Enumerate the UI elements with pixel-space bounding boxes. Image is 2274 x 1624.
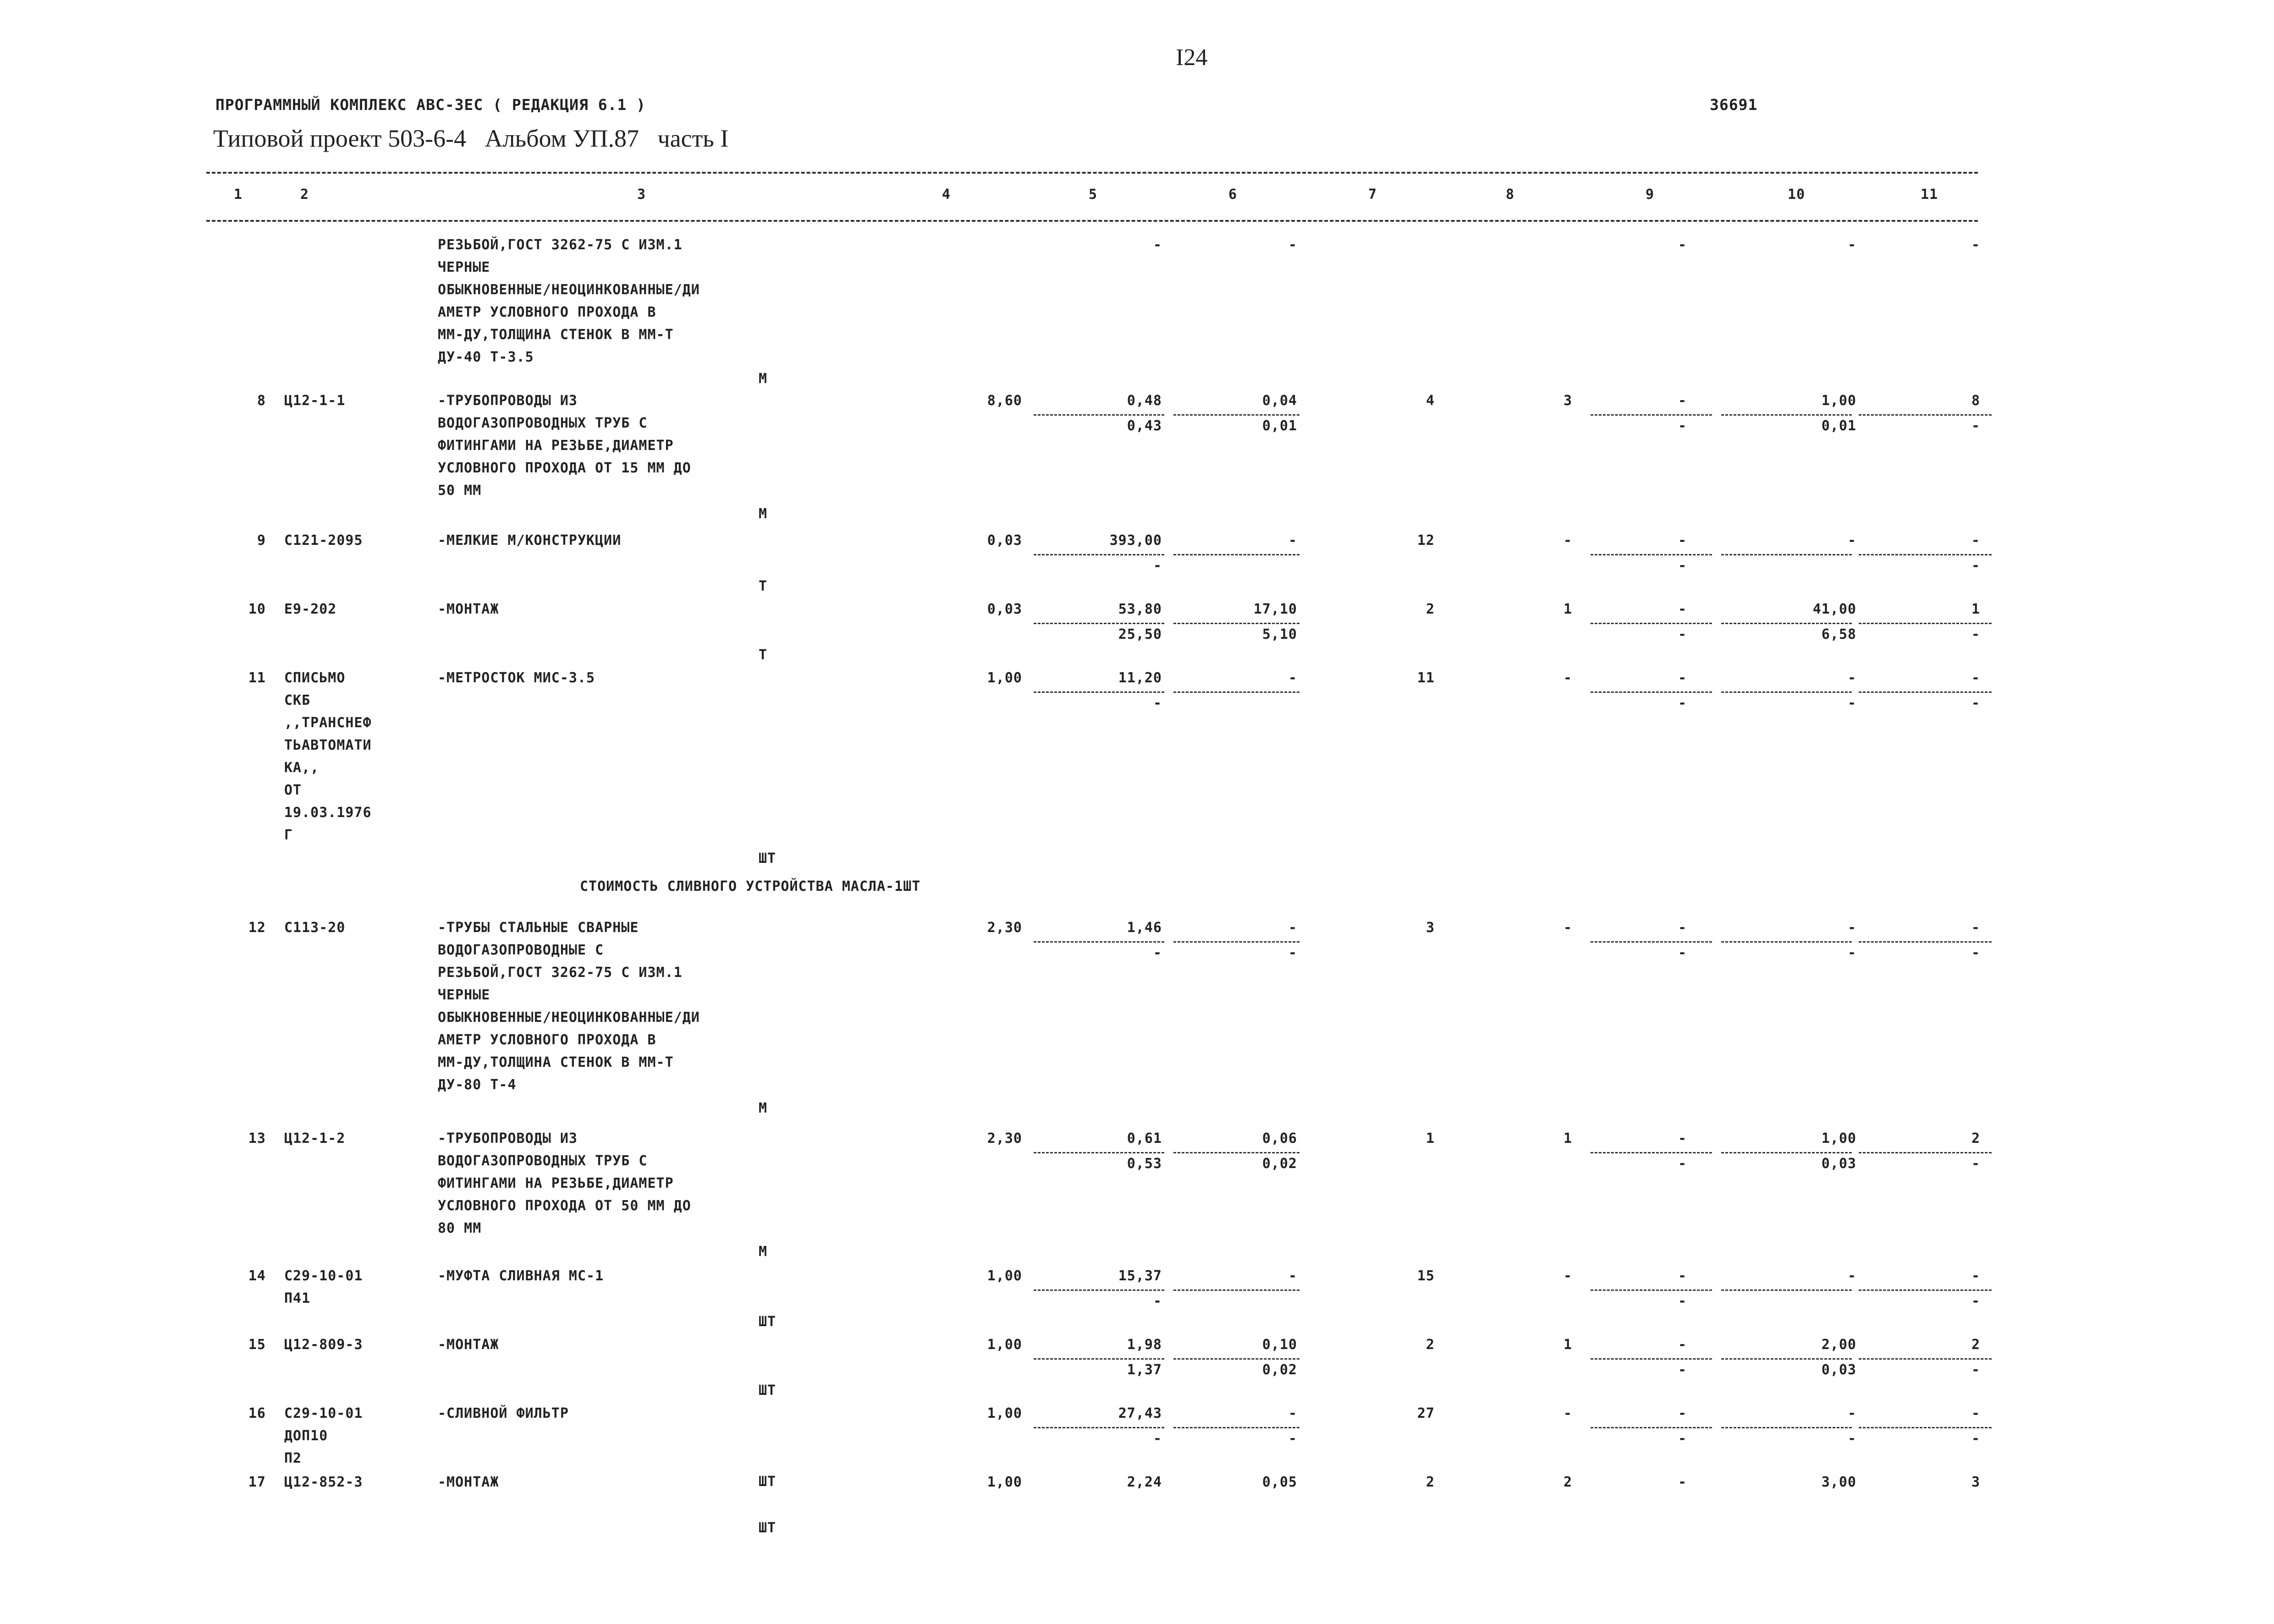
cell-underline bbox=[1173, 691, 1299, 693]
cell-labor-wages: - bbox=[1847, 945, 1856, 961]
cell-col-9-wages: - bbox=[1678, 945, 1687, 961]
cell-col-6-wages: 0,02 bbox=[1262, 1362, 1297, 1378]
cell-labor-unit: - bbox=[1847, 670, 1856, 686]
norm-code: КА,, bbox=[284, 760, 319, 776]
cell-underline bbox=[1034, 941, 1164, 943]
cell-underline bbox=[1721, 941, 1852, 943]
cell-labor-total-wages: - bbox=[1971, 418, 1980, 434]
work-description: УСЛОВНОГО ПРОХОДА ОТ 15 ММ ДО bbox=[438, 460, 691, 476]
cell-quantity: 1,00 bbox=[987, 1337, 1022, 1353]
cell-col-6: - bbox=[1288, 1268, 1297, 1284]
cell-labor-unit: 3,00 bbox=[1821, 1474, 1856, 1490]
cell-labor-unit: - bbox=[1847, 920, 1856, 936]
norm-code: СКБ bbox=[284, 692, 311, 708]
work-description: -МОНТАЖ bbox=[438, 1474, 499, 1490]
cell-col-9: - bbox=[1678, 670, 1687, 686]
row-number: 15 bbox=[248, 1337, 266, 1353]
cell-quantity: 1,00 bbox=[987, 1268, 1022, 1284]
cell-labor-total: 2 bbox=[1971, 1130, 1980, 1147]
cell-labor-unit: - bbox=[1847, 237, 1856, 253]
work-description: ВОДОГАЗОПРОВОДНЫЕ С bbox=[438, 942, 604, 958]
cell-labor-total: - bbox=[1971, 920, 1980, 936]
cell-underline bbox=[1173, 1358, 1299, 1360]
norm-code: 19.03.1976 bbox=[284, 805, 372, 821]
cell-quantity: 0,03 bbox=[987, 601, 1022, 617]
cell-labor-wages: 0,01 bbox=[1821, 418, 1856, 434]
cell-unit-cost-wages: 1,37 bbox=[1127, 1362, 1162, 1378]
cell-col-6: - bbox=[1288, 1405, 1297, 1421]
col-header-3: 3 bbox=[637, 187, 646, 203]
cell-underline bbox=[1173, 1427, 1299, 1428]
norm-code: С29-10-01 bbox=[284, 1405, 363, 1421]
cell-underline bbox=[1591, 941, 1712, 943]
cell-total-cost: 1 bbox=[1426, 1130, 1435, 1147]
cell-col-6: 0,06 bbox=[1262, 1130, 1297, 1147]
cell-col-8: - bbox=[1563, 1405, 1572, 1421]
work-description: ЧЕРНЫЕ bbox=[438, 259, 490, 275]
work-description: ОБЫКНОВЕННЫЕ/НЕОЦИНКОВАННЫЕ/ДИ bbox=[438, 282, 700, 298]
row-number: 8 bbox=[257, 393, 266, 409]
project-line: Типовой проект 503-6-4 Альбом УП.87 часть I bbox=[213, 125, 729, 152]
norm-code: СПИСЬМО bbox=[284, 670, 346, 686]
cell-unit-cost: 11,20 bbox=[1118, 670, 1162, 686]
work-description: АМЕТР УСЛОВНОГО ПРОХОДА В bbox=[438, 304, 656, 320]
cell-col-8: 3 bbox=[1563, 393, 1572, 409]
work-description: 80 ММ bbox=[438, 1220, 482, 1236]
cell-labor-total-wages: - bbox=[1971, 1293, 1980, 1309]
cell-col-6: 17,10 bbox=[1253, 601, 1297, 617]
col-header-2: 2 bbox=[300, 187, 309, 203]
work-description: ДУ-80 Т-4 bbox=[438, 1077, 517, 1093]
cell-labor-total: - bbox=[1971, 532, 1980, 549]
cell-col-9-wages: - bbox=[1678, 1156, 1687, 1172]
cell-total-cost: 4 bbox=[1426, 393, 1435, 409]
cell-quantity: 8,60 bbox=[987, 393, 1022, 409]
norm-code: Е9-202 bbox=[284, 601, 337, 617]
cell-underline bbox=[1859, 414, 1992, 416]
cell-underline bbox=[1034, 554, 1164, 555]
cell-labor-unit: 1,00 bbox=[1821, 1130, 1856, 1147]
work-description: ФИТИНГАМИ НА РЕЗЬБЕ,ДИАМЕТР bbox=[438, 438, 674, 454]
cell-underline bbox=[1034, 691, 1164, 693]
norm-code: Ц12-809-3 bbox=[284, 1337, 363, 1353]
cell-col-9: - bbox=[1678, 393, 1687, 409]
cell-col-8: - bbox=[1563, 670, 1572, 686]
cell-labor-unit: - bbox=[1847, 1405, 1856, 1421]
norm-code: Ц12-1-1 bbox=[284, 393, 346, 409]
cell-total-cost: 12 bbox=[1417, 532, 1435, 549]
cell-col-6-wages: - bbox=[1288, 945, 1297, 961]
work-description: -ТРУБОПРОВОДЫ ИЗ bbox=[438, 1130, 578, 1147]
cell-underline bbox=[1034, 1427, 1164, 1428]
cell-underline bbox=[1591, 1152, 1712, 1153]
col-header-11: 11 bbox=[1921, 187, 1938, 203]
work-description: РЕЗЬБОЙ,ГОСТ 3262-75 С ИЗМ.1 bbox=[438, 965, 683, 981]
cell-underline bbox=[1173, 554, 1299, 555]
cell-underline bbox=[1721, 1358, 1852, 1360]
norm-code: С121-2095 bbox=[284, 532, 363, 549]
cell-underline bbox=[1591, 1289, 1712, 1291]
col-header-1: 1 bbox=[234, 187, 243, 203]
cell-col-9: - bbox=[1678, 920, 1687, 936]
cell-unit-cost: 0,61 bbox=[1127, 1130, 1162, 1147]
cell-unit-cost: 53,80 bbox=[1118, 601, 1162, 617]
cell-labor-total-wages: - bbox=[1971, 626, 1980, 642]
unit-of-measure: М bbox=[759, 506, 768, 522]
cell-underline bbox=[1859, 554, 1992, 555]
cell-total-cost: 3 bbox=[1426, 920, 1435, 936]
cell-underline bbox=[1591, 414, 1712, 416]
unit-of-measure: М bbox=[759, 371, 768, 387]
work-description: -МОНТАЖ bbox=[438, 601, 499, 617]
cell-underline bbox=[1591, 691, 1712, 693]
cell-col-9: - bbox=[1678, 1405, 1687, 1421]
cell-labor-unit: - bbox=[1847, 1268, 1856, 1284]
cell-labor-unit: 1,00 bbox=[1821, 393, 1856, 409]
cell-underline bbox=[1591, 1427, 1712, 1428]
cell-labor-total: 1 bbox=[1971, 601, 1980, 617]
cell-labor-wages: - bbox=[1847, 695, 1856, 711]
col-header-7: 7 bbox=[1368, 187, 1377, 203]
cell-labor-wages: 0,03 bbox=[1821, 1156, 1856, 1172]
cell-underline bbox=[1034, 1289, 1164, 1291]
cell-underline bbox=[1859, 1427, 1992, 1428]
work-description: АМЕТР УСЛОВНОГО ПРОХОДА В bbox=[438, 1032, 656, 1048]
work-description: ММ-ДУ,ТОЛЩИНА СТЕНОК В ММ-Т bbox=[438, 327, 674, 343]
cell-quantity: 0,03 bbox=[987, 532, 1022, 549]
cell-underline bbox=[1859, 1152, 1992, 1153]
cell-unit-cost-wages: - bbox=[1153, 1293, 1162, 1309]
cell-unit-cost: 1,98 bbox=[1127, 1337, 1162, 1353]
cell-labor-total: 2 bbox=[1971, 1337, 1980, 1353]
row-number: 13 bbox=[248, 1130, 266, 1147]
cell-col-9: - bbox=[1678, 601, 1687, 617]
row-number: 17 bbox=[248, 1474, 266, 1490]
cell-quantity: 1,00 bbox=[987, 1474, 1022, 1490]
cell-labor-total: - bbox=[1971, 670, 1980, 686]
cell-col-9: - bbox=[1678, 1130, 1687, 1147]
program-line: ПРОГРАММНЫЙ КОМПЛЕКС АВС-3ЕС ( РЕДАКЦИЯ 6.1 ) bbox=[215, 96, 646, 114]
cell-col-6: - bbox=[1288, 237, 1297, 253]
cell-underline bbox=[1173, 941, 1299, 943]
cell-total-cost: 2 bbox=[1426, 601, 1435, 617]
unit-of-measure: ШТ bbox=[759, 1474, 776, 1490]
cell-quantity: 2,30 bbox=[987, 920, 1022, 936]
col-header-5: 5 bbox=[1089, 187, 1098, 203]
cell-labor-total-wages: - bbox=[1971, 1431, 1980, 1447]
cell-col-6-wages: 0,02 bbox=[1262, 1156, 1297, 1172]
work-description: ВОДОГАЗОПРОВОДНЫХ ТРУБ С bbox=[438, 415, 648, 431]
row-number: 16 bbox=[248, 1405, 266, 1421]
cell-col-9-wages: - bbox=[1678, 626, 1687, 642]
cell-unit-cost-wages: 0,53 bbox=[1127, 1156, 1162, 1172]
work-description: -МОНТАЖ bbox=[438, 1337, 499, 1353]
work-description: ФИТИНГАМИ НА РЕЗЬБЕ,ДИАМЕТР bbox=[438, 1175, 674, 1191]
norm-code: Ц12-852-3 bbox=[284, 1474, 363, 1490]
doc-code: 36691 bbox=[1710, 96, 1758, 114]
work-description: -ТРУБЫ СТАЛЬНЫЕ СВАРНЫЕ bbox=[438, 920, 639, 936]
cell-unit-cost: 0,48 bbox=[1127, 393, 1162, 409]
norm-code: ,,ТРАНСНЕФ bbox=[284, 715, 372, 731]
work-description: ММ-ДУ,ТОЛЩИНА СТЕНОК В ММ-Т bbox=[438, 1054, 674, 1070]
cell-unit-cost: - bbox=[1153, 237, 1162, 253]
cell-col-6: 0,05 bbox=[1262, 1474, 1297, 1490]
norm-code: ОТ bbox=[284, 782, 302, 798]
cell-unit-cost: 1,46 bbox=[1127, 920, 1162, 936]
cell-labor-total-wages: - bbox=[1971, 1156, 1980, 1172]
cell-col-6: - bbox=[1288, 670, 1297, 686]
cell-labor-unit: 41,00 bbox=[1812, 601, 1856, 617]
cell-underline bbox=[1859, 941, 1992, 943]
work-description: ВОДОГАЗОПРОВОДНЫХ ТРУБ С bbox=[438, 1153, 648, 1169]
cell-col-9-wages: - bbox=[1678, 558, 1687, 574]
cell-underline bbox=[1591, 554, 1712, 555]
cell-col-8: 1 bbox=[1563, 1130, 1572, 1147]
cell-underline bbox=[1034, 1358, 1164, 1360]
row-number: 10 bbox=[248, 601, 266, 617]
cell-labor-unit: 2,00 bbox=[1821, 1337, 1856, 1353]
col-header-9: 9 bbox=[1646, 187, 1655, 203]
cell-underline bbox=[1859, 623, 1992, 624]
cell-col-9-wages: - bbox=[1678, 695, 1687, 711]
cell-underline bbox=[1721, 414, 1852, 416]
unit-of-measure: ШТ bbox=[759, 1520, 776, 1536]
work-description: ЧЕРНЫЕ bbox=[438, 987, 490, 1003]
header-bottom-rule bbox=[206, 220, 1978, 222]
cell-labor-total: 3 bbox=[1971, 1474, 1980, 1490]
cell-unit-cost-wages: 0,43 bbox=[1127, 418, 1162, 434]
cell-unit-cost-wages: - bbox=[1153, 695, 1162, 711]
col-header-4: 4 bbox=[942, 187, 951, 203]
cell-underline bbox=[1034, 623, 1164, 624]
cell-col-6-wages: 0,01 bbox=[1262, 418, 1297, 434]
cell-quantity: 1,00 bbox=[987, 1405, 1022, 1421]
row-number: 12 bbox=[248, 920, 266, 936]
cell-total-cost: 11 bbox=[1417, 670, 1435, 686]
cell-labor-total-wages: - bbox=[1971, 695, 1980, 711]
cell-col-6: 0,04 bbox=[1262, 393, 1297, 409]
cell-labor-wages: - bbox=[1847, 1431, 1856, 1447]
work-description: 50 ММ bbox=[438, 483, 482, 499]
cell-col-9-wages: - bbox=[1678, 1362, 1687, 1378]
cell-col-9-wages: - bbox=[1678, 1293, 1687, 1309]
page-number: I24 bbox=[1176, 44, 1208, 71]
cell-col-9: - bbox=[1678, 532, 1687, 549]
unit-of-measure: ШТ bbox=[759, 850, 776, 867]
cell-unit-cost: 15,37 bbox=[1118, 1268, 1162, 1284]
cell-quantity: 2,30 bbox=[987, 1130, 1022, 1147]
cell-total-cost: 15 bbox=[1417, 1268, 1435, 1284]
norm-code: С29-10-01 bbox=[284, 1268, 363, 1284]
cell-underline bbox=[1859, 691, 1992, 693]
cell-col-6-wages: - bbox=[1288, 1431, 1297, 1447]
norm-code: ДОП10 bbox=[284, 1428, 328, 1444]
cell-total-cost: 2 bbox=[1426, 1474, 1435, 1490]
work-description: -ТРУБОПРОВОДЫ ИЗ bbox=[438, 393, 578, 409]
work-description: РЕЗЬБОЙ,ГОСТ 3262-75 С ИЗМ.1 bbox=[438, 237, 683, 253]
cell-underline bbox=[1721, 554, 1852, 555]
cell-col-9-wages: - bbox=[1678, 418, 1687, 434]
norm-code: Ц12-1-2 bbox=[284, 1130, 346, 1147]
cell-underline bbox=[1173, 414, 1299, 416]
cell-quantity: 1,00 bbox=[987, 670, 1022, 686]
unit-of-measure: Т bbox=[759, 578, 768, 594]
cell-col-6: - bbox=[1288, 532, 1297, 549]
cell-col-8: - bbox=[1563, 920, 1572, 936]
cell-unit-cost-wages: 25,50 bbox=[1118, 626, 1162, 642]
cell-underline bbox=[1859, 1358, 1992, 1360]
unit-of-measure: Т bbox=[759, 647, 768, 663]
cell-labor-total-wages: - bbox=[1971, 558, 1980, 574]
cell-labor-total: 8 bbox=[1971, 393, 1980, 409]
unit-of-measure: М bbox=[759, 1100, 768, 1116]
cell-underline bbox=[1859, 1289, 1992, 1291]
work-description: УСЛОВНОГО ПРОХОДА ОТ 50 ММ ДО bbox=[438, 1198, 691, 1214]
cell-col-6-wages: 5,10 bbox=[1262, 626, 1297, 642]
cell-col-6: - bbox=[1288, 920, 1297, 936]
cell-labor-wages: 6,58 bbox=[1821, 626, 1856, 642]
cell-labor-total: - bbox=[1971, 1405, 1980, 1421]
cell-unit-cost: 27,43 bbox=[1118, 1405, 1162, 1421]
unit-of-measure: ШТ bbox=[759, 1383, 776, 1399]
cell-underline bbox=[1721, 623, 1852, 624]
row-number: 11 bbox=[248, 670, 266, 686]
unit-of-measure: М bbox=[759, 1244, 768, 1260]
norm-code: С113-20 bbox=[284, 920, 346, 936]
cell-underline bbox=[1721, 691, 1852, 693]
cell-col-8: 1 bbox=[1563, 1337, 1572, 1353]
col-header-8: 8 bbox=[1506, 187, 1515, 203]
norm-code: Г bbox=[284, 827, 293, 843]
cell-underline bbox=[1173, 1289, 1299, 1291]
cell-labor-total: - bbox=[1971, 237, 1980, 253]
cell-underline bbox=[1591, 623, 1712, 624]
cell-col-8: - bbox=[1563, 532, 1572, 549]
col-header-6: 6 bbox=[1228, 187, 1238, 203]
cell-underline bbox=[1034, 414, 1164, 416]
cell-underline bbox=[1034, 1152, 1164, 1153]
cell-underline bbox=[1173, 1152, 1299, 1153]
cell-labor-wages: 0,03 bbox=[1821, 1362, 1856, 1378]
cell-unit-cost-wages: - bbox=[1153, 1431, 1162, 1447]
cell-underline bbox=[1721, 1427, 1852, 1428]
cell-labor-total: - bbox=[1971, 1268, 1980, 1284]
work-description: -СЛИВНОЙ ФИЛЬТР bbox=[438, 1405, 569, 1421]
cell-underline bbox=[1721, 1152, 1852, 1153]
cell-total-cost: 2 bbox=[1426, 1337, 1435, 1353]
cell-col-8: 2 bbox=[1563, 1474, 1572, 1490]
cell-col-9: - bbox=[1678, 1337, 1687, 1353]
cell-unit-cost-wages: - bbox=[1153, 945, 1162, 961]
col-header-10: 10 bbox=[1788, 187, 1806, 203]
cell-col-9: - bbox=[1678, 237, 1687, 253]
work-description: -МЕТРОСТОК МИС-3.5 bbox=[438, 670, 595, 686]
work-description: ДУ-40 Т-3.5 bbox=[438, 349, 534, 365]
work-description: -МУФТА СЛИВНАЯ МС-1 bbox=[438, 1268, 604, 1284]
section-title: СТОИМОСТЬ СЛИВНОГО УСТРОЙСТВА МАСЛА-1ШТ bbox=[580, 878, 921, 894]
work-description: ОБЫКНОВЕННЫЕ/НЕОЦИНКОВАННЫЕ/ДИ bbox=[438, 1010, 700, 1026]
cell-col-9: - bbox=[1678, 1268, 1687, 1284]
cell-underline bbox=[1591, 1358, 1712, 1360]
row-number: 9 bbox=[257, 532, 266, 549]
cell-labor-total-wages: - bbox=[1971, 945, 1980, 961]
cell-unit-cost: 393,00 bbox=[1109, 532, 1162, 549]
cell-underline bbox=[1173, 623, 1299, 624]
cell-col-9-wages: - bbox=[1678, 1431, 1687, 1447]
cell-total-cost: 27 bbox=[1417, 1405, 1435, 1421]
row-number: 14 bbox=[248, 1268, 266, 1284]
cell-col-6: 0,10 bbox=[1262, 1337, 1297, 1353]
cell-col-8: - bbox=[1563, 1268, 1572, 1284]
cell-underline bbox=[1721, 1289, 1852, 1291]
cell-labor-unit: - bbox=[1847, 532, 1856, 549]
cell-col-9: - bbox=[1678, 1474, 1687, 1490]
cell-col-8: 1 bbox=[1563, 601, 1572, 617]
unit-of-measure: ШТ bbox=[759, 1314, 776, 1330]
cell-unit-cost: 2,24 bbox=[1127, 1474, 1162, 1490]
norm-code: ТЬАВТОМАТИ bbox=[284, 737, 372, 753]
norm-code: П41 bbox=[284, 1290, 311, 1306]
work-description: -МЕЛКИЕ М/КОНСТРУКЦИИ bbox=[438, 532, 622, 549]
cell-labor-total-wages: - bbox=[1971, 1362, 1980, 1378]
header-top-rule bbox=[206, 172, 1978, 174]
cell-unit-cost-wages: - bbox=[1153, 558, 1162, 574]
norm-code: П2 bbox=[284, 1450, 302, 1466]
